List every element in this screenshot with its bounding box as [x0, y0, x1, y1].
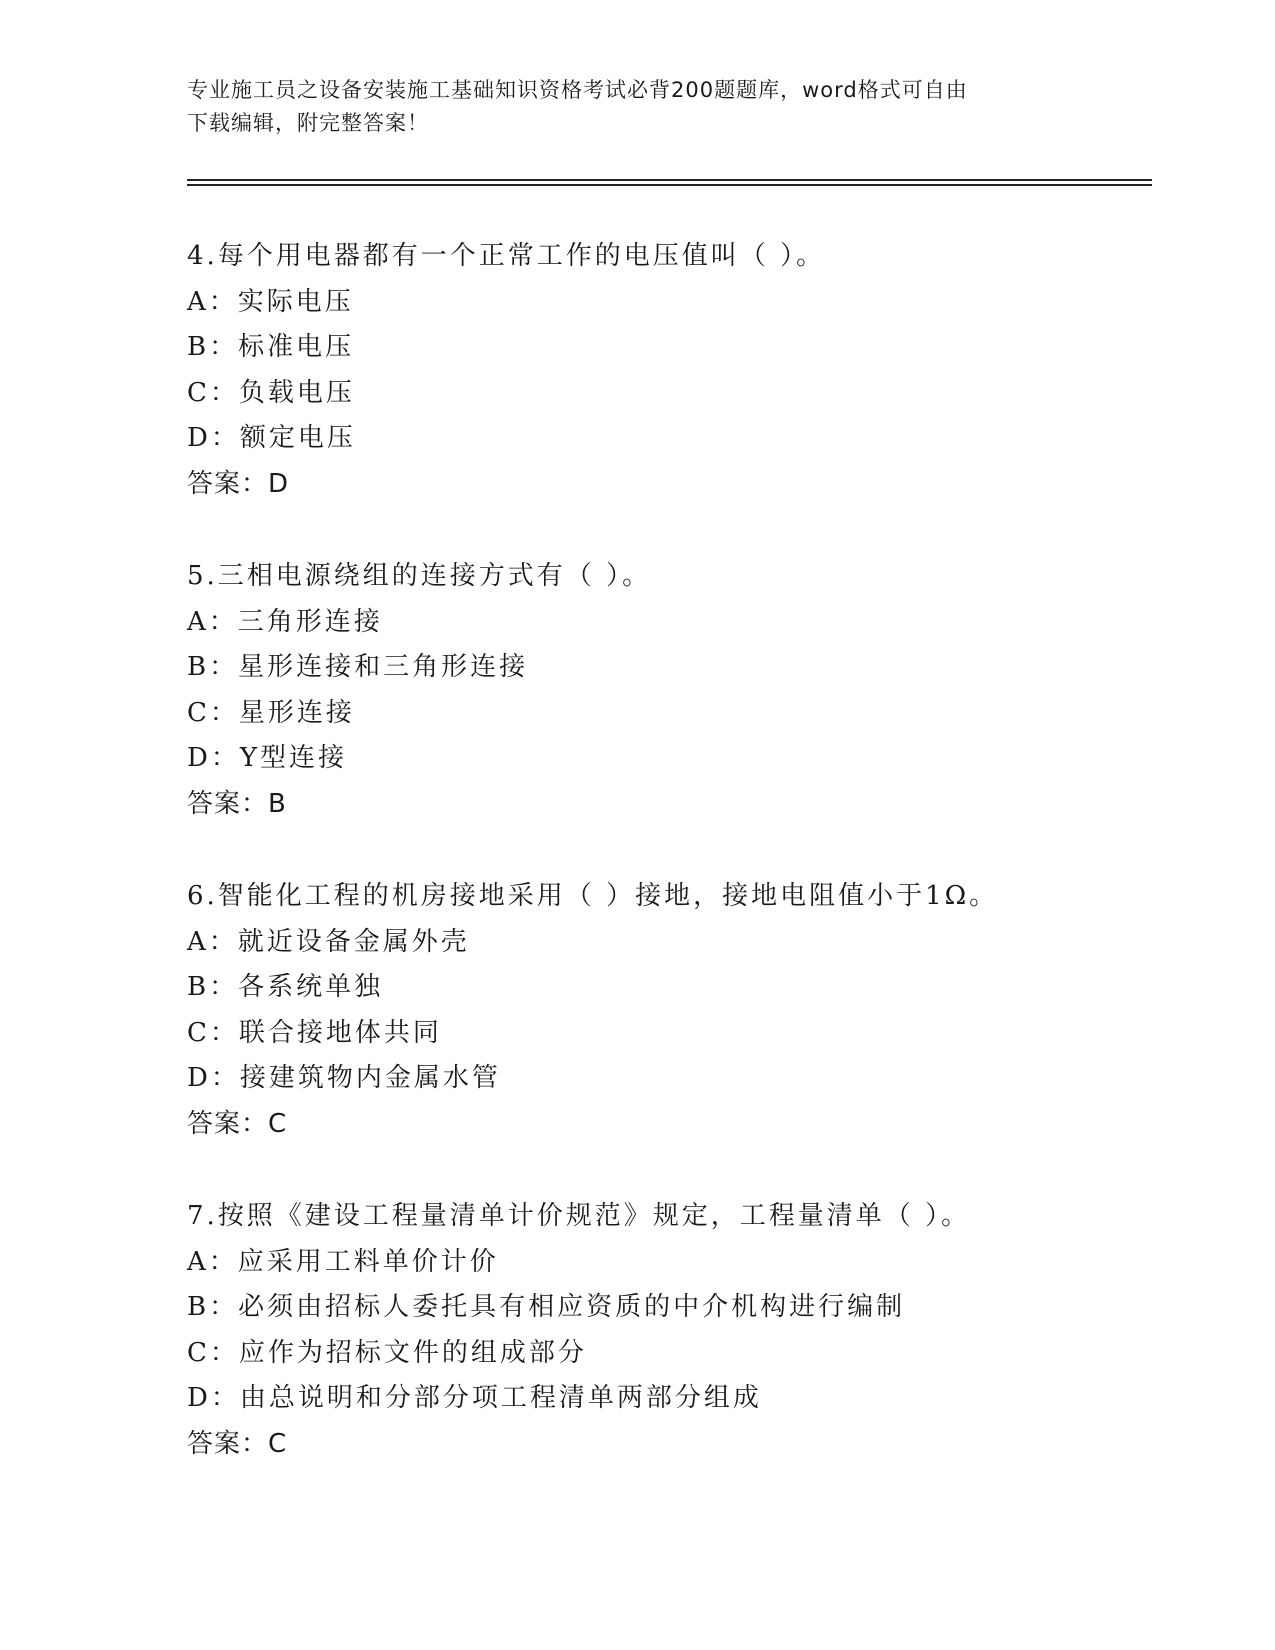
question-4 — [187, 234, 1147, 507]
option-a: A：三角形连接 — [187, 606, 383, 637]
option-d: D：由总说明和分部分项工程清单两部分组成 — [187, 1383, 762, 1413]
question-6 — [187, 874, 1147, 1147]
header-line-2: 下载编辑，附完整答案！ — [187, 111, 429, 135]
answer: 答案：C — [187, 1108, 288, 1139]
option-d: D：接建筑物内金属水管 — [187, 1063, 501, 1093]
option-a: A：就近设备金属外壳 — [187, 926, 470, 957]
option-b: B：标准电压 — [187, 332, 355, 362]
option-a: A：实际电压 — [187, 286, 354, 317]
option-a: A：应采用工料单价计价 — [187, 1246, 499, 1277]
question-5 — [187, 554, 1147, 827]
option-c: C：负载电压 — [187, 377, 355, 408]
header-divider-top — [187, 179, 1152, 181]
question-stem: 4.每个用电器都有一个正常工作的电压值叫（ ）。 — [187, 241, 826, 271]
option-d: D：Y型连接 — [187, 743, 348, 773]
document-header — [187, 74, 1067, 140]
option-b: B：各系统单独 — [187, 972, 384, 1002]
answer: 答案：C — [187, 1428, 288, 1459]
question-stem: 6.智能化工程的机房接地采用（ ）接地，接地电阻值小于1Ω。 — [187, 881, 999, 911]
answer: 答案：D — [187, 468, 290, 499]
option-b: B：星形连接和三角形连接 — [187, 652, 529, 682]
question-7 — [187, 1194, 1147, 1467]
option-c: C：星形连接 — [187, 697, 355, 728]
option-d: D：额定电压 — [187, 423, 356, 453]
option-c: C：联合接地体共同 — [187, 1017, 442, 1048]
question-stem: 7.按照《建设工程量清单计价规范》规定，工程量清单（ ）。 — [187, 1201, 971, 1231]
answer: 答案：B — [187, 788, 287, 819]
option-b: B：必须由招标人委托具有相应资质的中介机构进行编制 — [187, 1292, 906, 1322]
question-stem: 5.三相电源绕组的连接方式有（ ）。 — [187, 561, 652, 591]
header-divider-bottom — [187, 184, 1152, 186]
option-c: C：应作为招标文件的组成部分 — [187, 1337, 587, 1368]
header-line-1: 专业施工员之设备安装施工基础知识资格考试必背200题题库，word格式可自由 — [187, 78, 968, 102]
